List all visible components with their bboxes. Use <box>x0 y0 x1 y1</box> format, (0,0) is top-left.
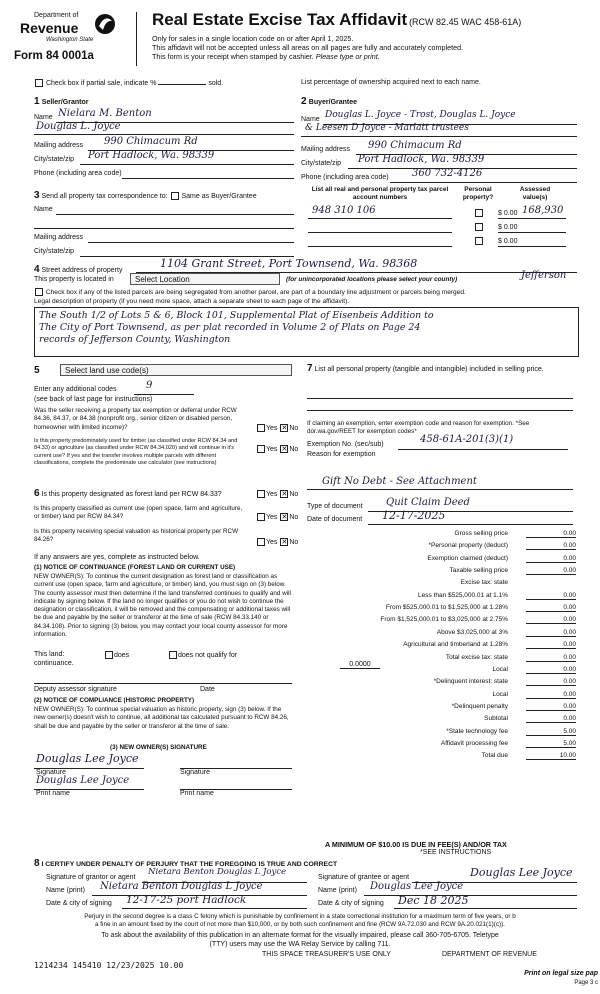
buyer-mail[interactable]: 990 Chimacum Rd <box>368 140 462 151</box>
exempt-no-label: Exemption No. (sec/sub) <box>307 441 384 448</box>
grantor-date-label: Date & city of signing <box>46 900 112 907</box>
assessed-prefix-3: $ 0.00 <box>498 238 518 245</box>
form-title: Real Estate Excise Tax Affidavit <box>152 10 408 29</box>
buyer-name-1[interactable]: Douglas L. Joyce - Trost, Douglas L. Joyce <box>325 110 516 120</box>
q2-no-label: No <box>289 445 299 453</box>
seller-city[interactable]: Port Hadlock, Wa. 98339 <box>88 150 215 161</box>
grantee-date-label: Date & city of signing <box>318 900 384 907</box>
page-number: Page 3 c <box>574 980 598 986</box>
calc-value[interactable]: 0.00 <box>526 555 576 563</box>
q4-yesno <box>256 513 298 521</box>
calc-value[interactable]: 5.00 <box>526 740 576 748</box>
q3-no-label: No <box>289 490 299 498</box>
q4-yes-label: Yes <box>266 513 278 521</box>
calc-value[interactable]: 0.00 <box>526 592 576 600</box>
calc-label: Taxable selling price <box>449 567 508 575</box>
same-as-buyer-checkbox[interactable] <box>171 192 179 200</box>
timber-question: Is this property predominately used for timber (as classified under RCW 84.34 and 84.33) or agriculture (as classified under RCW 84.34.020) and will continue in it's current use? If yes and the transfer involves multiple parcels with different classifications, complete the predominate use calculator (see instructions) <box>34 438 238 466</box>
buyer-title: Buyer/Grantee <box>308 99 358 106</box>
seller-title: Seller/Grantor <box>41 99 89 106</box>
county-handwritten[interactable]: Jefferson <box>521 270 567 281</box>
q3-yes-label: Yes <box>266 490 278 498</box>
grantee-date[interactable]: Dec 18 2025 <box>398 894 469 907</box>
calc-label: From $525,000.01 to $1,525,000 at 1.28% <box>385 604 508 612</box>
continuance-label: continuance. <box>34 660 74 667</box>
this-land-label: This land: <box>34 651 65 658</box>
partial-pct-field[interactable] <box>158 84 206 85</box>
calc-label: Gross selling price <box>454 530 508 537</box>
legal-label: Legal description of property (if you need more space, attach a separate sheet to each page of the affidavit). <box>34 298 350 305</box>
q1-yesno <box>256 424 298 432</box>
header-divider <box>136 12 137 66</box>
revenue-swirl-icon <box>94 12 116 36</box>
calc-label: *Delinquent interest: state <box>433 678 508 686</box>
grantee-signature[interactable]: Douglas Lee Joyce <box>470 866 573 879</box>
see-back-note: (see back of last page for instructions) <box>34 396 153 403</box>
section6-num: 6 <box>34 488 40 499</box>
calc-value[interactable]: 0.00 <box>526 678 576 686</box>
seller-heading <box>34 96 88 107</box>
perjury-text-1: Perjury in the second degree is a class C felony which is punishable by confinement in a state correctional institution for a maximum term of five years, or b <box>84 913 516 920</box>
grantor-date-line <box>122 908 307 909</box>
s3-name-line <box>56 214 294 215</box>
q2-yesno <box>256 445 298 453</box>
notice1-body: NEW OWNER(S): To continue the current designation as forest land or classification as current use (open space, farm and agriculture, or timber) land, you must sign on (3) below. The county assessor must then determine if the land transferred continues to qualify and will indicate by signing below. If the land no longer qualifies or you do not wish to continue the designation or classification, it will be removed and the compensating or additional taxes will be due and payable by the seller or transferor at the time of sale (RCW 84.33.140 or 84.34.108). Prior to signing (3) below, you may contact your local county assessor for more information. <box>34 573 291 639</box>
buyer-heading <box>301 96 357 107</box>
new-owner-print[interactable]: Douglas Lee Joyce <box>36 775 130 786</box>
does-not-label: does not qualify for <box>178 651 238 659</box>
grantee-sig-label: Signature of grantee or agent <box>318 874 410 881</box>
additional-codes-label: Enter any additional codes <box>34 386 117 393</box>
calc-value[interactable]: 0.00 <box>526 666 576 674</box>
reason-line <box>307 489 573 490</box>
grantee-name[interactable]: Douglas Lee Joyce <box>370 881 464 892</box>
section8-num: 8 <box>34 858 40 869</box>
q4-yes-checkbox[interactable] <box>257 513 265 521</box>
q2-no-checkbox[interactable]: ✕ <box>281 446 288 453</box>
q5-no-label: No <box>289 538 299 546</box>
calc-value[interactable]: 0.00 <box>526 654 576 662</box>
q4-no-checkbox[interactable]: ✕ <box>281 514 288 521</box>
calc-value[interactable]: 0.00 <box>526 567 576 575</box>
perjury-line-1 <box>0 913 600 920</box>
buyer-phone[interactable]: 360 732-4126 <box>412 168 483 179</box>
legal-line-2: The City of Port Townsend, as per plat recorded in Volume 2 of Plats on Page 24 <box>39 322 421 333</box>
seller-mail-label: Mailing address <box>34 142 84 149</box>
calc-label: Total due <box>481 752 508 760</box>
header-sub-3: This form is your receipt when stamped by cashier. <box>152 52 314 61</box>
additional-codes-line <box>134 394 194 395</box>
seller-city-label: City/state/zip <box>34 156 75 163</box>
exempt-no[interactable]: 458-61A-201(3)(1) <box>420 434 514 445</box>
calc-value[interactable]: 0.00 <box>526 542 576 550</box>
header-sub-2: This affidavit will not be accepted unless all areas on all pages are fully and accurately completed. <box>152 43 464 52</box>
s3-name-label: Name <box>34 206 53 213</box>
form-title-wrap <box>152 10 521 30</box>
calc-label: Exemption claimed (deduct) <box>427 554 508 562</box>
s3-mail-label: Mailing address <box>34 234 84 241</box>
doc-type-label: Type of document <box>307 503 363 510</box>
q4-no-label: No <box>289 513 299 521</box>
notice3-title: (3) NEW OWNER(S) SIGNATURE <box>110 744 207 751</box>
assessed-line-1 <box>498 218 566 219</box>
additional-codes[interactable]: 9 <box>146 380 153 391</box>
same-as-buyer-label: Same as Buyer/Grantee <box>181 193 257 200</box>
if-yes-note: If any answers are yes, complete as instructed below. <box>34 554 200 561</box>
historic-question: Is this property receiving special valuation as historical property per RCW 84.26? <box>34 528 239 544</box>
s3-name2-line <box>34 228 294 229</box>
calc-value[interactable]: 0.00 <box>526 715 576 723</box>
buyer-phone-label: Phone (including area code) <box>301 174 389 181</box>
calc-value[interactable]: 0.00 <box>526 629 576 637</box>
partial-sale-checkbox[interactable] <box>35 79 43 87</box>
grantor-name[interactable]: Nietara Benton Douglas L Joyce <box>100 881 263 892</box>
logo-revenue: Revenue <box>20 20 79 36</box>
q3-yes-checkbox[interactable] <box>257 490 265 498</box>
calc-label: Local <box>492 690 508 698</box>
calc-label: From $1,525,000.01 to $3,025,000 at 2.75% <box>380 616 508 624</box>
notice2-title: (2) NOTICE OF COMPLIANCE (HISTORIC PROPERTY) <box>34 697 195 704</box>
legal-line-3: records of Jefferson County, Washington <box>39 334 231 345</box>
doc-date[interactable]: 12-17-2025 <box>382 509 446 522</box>
parcel-col-header: List all real and personal property tax parcel account numbers <box>311 186 449 201</box>
q3-no-checkbox[interactable]: ✕ <box>281 491 288 498</box>
grantor-sig-label: Signature of grantor or agent <box>46 874 136 881</box>
seller-name-2[interactable]: Douglas L. Joyce <box>36 121 121 132</box>
grantor-signature[interactable]: Nietara Benton Douglas L Joyce <box>148 867 287 877</box>
segregate-row <box>34 288 466 296</box>
partial-sale-label: Check box if partial sale, indicate % <box>45 79 157 87</box>
cashier-stamp: 1214234 145410 12/23/2025 10.00 <box>34 961 184 970</box>
personal-checkbox-3[interactable] <box>475 237 483 245</box>
buyer-city-label: City/state/zip <box>301 160 342 167</box>
section7-num: 7 <box>307 363 313 374</box>
assessed-prefix-1: $ 0.00 <box>498 210 518 217</box>
parcel-row-3-line <box>308 246 452 247</box>
new-owner-signature[interactable]: Douglas Lee Joyce <box>36 752 139 765</box>
alt-format-2: (TTY) users may use the WA Relay Service by calling 711. <box>209 941 391 948</box>
doc-date-line <box>368 524 573 525</box>
section3-num: 3 <box>34 190 40 201</box>
assessed-prefix-2: $ 0.00 <box>498 224 518 231</box>
calc-value[interactable]: 0.00 <box>526 530 576 538</box>
buyer-phone-line <box>390 182 577 183</box>
calc-label: *Delinquent penalty <box>451 702 508 710</box>
seller-name-label: Name <box>34 114 53 121</box>
q3-yesno <box>256 490 298 498</box>
buyer-name-2[interactable]: & Leesen D Joyce - Marlatt trustees <box>305 123 469 133</box>
calc-value[interactable]: 0.00 <box>526 604 576 612</box>
does-row <box>104 651 129 659</box>
personal-property-label <box>307 364 573 375</box>
alt-format-1: To ask about the availability of this publication in an alternate format for the visually impaired, please call 360-705-6705. Teletype <box>101 932 499 939</box>
dor-logo <box>14 12 126 48</box>
grantee-date-line <box>394 908 577 909</box>
perjury-line-2: a fine in an amount fixed by the court of not more than $10,000, or by both such confinement and fine (RCW 9A.72.030 and RCW 9A.20.021(1)(c)). <box>95 921 505 928</box>
segregate-label: Check box if any of the listed parcels are being segregated from another parcel, are part of a boundary line adjustment or parcels being merged. <box>45 288 466 296</box>
grantor-date[interactable]: 12-17-25 port Hadlock <box>126 894 247 906</box>
ownership-note: List percentage of ownership acquired next to each name. <box>301 79 481 86</box>
calc-label: Agricultural and timberland at 1.28% <box>403 641 508 649</box>
land-use-select[interactable]: Select land use code(s) <box>60 364 292 376</box>
q1-no-checkbox[interactable]: ✕ <box>281 425 288 432</box>
buyer-city[interactable]: Port Hadlock, Wa. 98339 <box>358 154 485 165</box>
q2-yes-checkbox[interactable] <box>257 445 265 453</box>
street-address[interactable]: 1104 Grant Street, Port Townsend, Wa. 98368 <box>160 257 418 270</box>
calc-value[interactable]: 0.00 <box>526 641 576 649</box>
deputy-label: Deputy assessor signature <box>34 686 117 693</box>
forest-question-text: Is this property designated as forest land per RCW 84.33? <box>41 491 222 498</box>
segregate-checkbox[interactable] <box>35 288 43 296</box>
seller-name2-line <box>34 134 294 135</box>
correspondence-row <box>34 190 257 201</box>
parcel-row-1-line <box>308 218 452 219</box>
exempt-see: *See dor.wa.gov/REET for exemption codes* <box>307 420 530 436</box>
certify-text: I CERTIFY UNDER PENALTY OF PERJURY THAT THE FOREGOING IS TRUE AND CORRECT <box>41 861 338 868</box>
q1-no-label: No <box>289 424 299 432</box>
location-select[interactable]: Select Location <box>130 273 280 285</box>
personal-checkbox-1[interactable] <box>475 209 483 217</box>
logo-dept: Department of <box>34 12 79 19</box>
treasurer-use: THIS SPACE TREASURER'S USE ONLY <box>262 951 391 958</box>
seller-city-line <box>80 164 294 165</box>
calc-label: Affidavit processing fee <box>440 739 508 747</box>
form-number: Form 84 0001a <box>14 50 94 62</box>
notice1-title: (1) NOTICE OF CONTINUANCE (FOREST LAND OR CURRENT USE) <box>34 564 236 571</box>
street-label-wrap <box>34 264 122 275</box>
calc-value[interactable]: 0.00 <box>526 691 576 699</box>
calc-label: Less than $525,000.01 at 1.1% <box>418 591 508 599</box>
print-name-label: Print name <box>36 790 70 797</box>
q1-yes-label: Yes <box>266 424 278 432</box>
exemption-question: Was the seller receiving a property tax exemption or deferral under RCW 84.36, 84.37, or 84.38 (nonprofit org., senior citizen or disabled person, homeowner with limited income)? <box>34 407 237 431</box>
header-sub-3-wrap <box>152 52 380 61</box>
buyer-name2-line <box>301 136 577 137</box>
pp-line-2 <box>307 410 573 411</box>
street-label: Street address of property <box>41 267 123 274</box>
notice2-body: NEW OWNER(S): To continue special valuation as historic property, sign (3) below. If the new owner(s) doesn't wish to continue, all additional tax calculated pursuant to RCW 84.26, shall be due and payable by the seller or transferor at the time of sale. <box>34 706 289 730</box>
header-sub-1: Only for sales in a single location code on or after April 1, 2025. <box>152 34 354 43</box>
correspondence-label: Send all property tax correspondence to: <box>41 193 168 200</box>
q5-yes-label: Yes <box>266 538 278 546</box>
form-title-ref: (RCW 82.45 WAC 458-61A) <box>409 17 522 27</box>
q5-yes-checkbox[interactable] <box>257 538 265 546</box>
calc-label: *State technology fee <box>446 727 508 735</box>
signature-label: Signature <box>36 769 66 776</box>
parcel-row-2-line <box>308 232 452 233</box>
buyer-mail-label: Mailing address <box>301 146 351 153</box>
personal-col-header: Personal property? <box>462 186 494 201</box>
calc-label: *Personal property (deduct) <box>428 542 508 550</box>
q5-no-checkbox[interactable]: ✕ <box>281 539 288 546</box>
calc-value[interactable]: 5.00 <box>526 728 576 736</box>
buyer-num: 2 <box>301 96 307 107</box>
section4-num: 4 <box>34 264 40 275</box>
seller-mail[interactable]: 990 Chimacum Rd <box>104 136 198 147</box>
print-name-label-2: Print name <box>180 790 214 797</box>
calc-value[interactable]: 0.00 <box>526 616 576 624</box>
q2-yes-label: Yes <box>266 445 278 453</box>
parcel-number-1[interactable]: 948 310 106 <box>312 205 376 216</box>
does-label: does <box>114 651 130 659</box>
assessed-col-header: Assessed value(s) <box>519 186 551 201</box>
section5-num: 5 <box>34 365 40 376</box>
reason-label: Reason for exemption <box>307 451 376 458</box>
uninc-note: (for unincorporated locations please select your county) <box>286 276 458 283</box>
located-label: This property is located in <box>34 276 114 283</box>
assessed-value-1[interactable]: 168,930 <box>522 205 564 216</box>
pp-line-1 <box>307 398 573 399</box>
buyer-name-label: Name <box>301 116 320 123</box>
grantee-name-label: Name (print) <box>318 887 357 894</box>
print-legal-note: Print on legal size pap <box>524 970 598 977</box>
doc-date-label: Date of document <box>307 516 363 523</box>
does-not-checkbox[interactable] <box>169 651 177 659</box>
signature-label-2: Signature <box>180 769 210 776</box>
assessed-line-3 <box>498 246 566 247</box>
seller-phone-label: Phone (including area code) <box>34 170 122 177</box>
calc-value[interactable]: 10.00 <box>526 752 576 760</box>
legal-description-box[interactable] <box>34 307 579 357</box>
legal-line-1: The South 1/2 of Lots 5 & 6, Block 101, Supplemental Plat of Eisenbeis Addition to <box>39 310 434 321</box>
deputy-date-label: Date <box>200 686 215 693</box>
minimum-due: A MINIMUM OF $10.00 IS DUE IN FEE(S) AND/OR TAX <box>325 840 507 849</box>
partial-sold-label: sold. <box>208 79 224 87</box>
does-checkbox[interactable] <box>105 651 113 659</box>
q5-yesno <box>256 538 298 546</box>
seller-phone-line <box>122 178 294 179</box>
seller-name-1[interactable]: Nielara M. Benton <box>58 108 152 119</box>
calc-value[interactable]: 0.00 <box>526 703 576 711</box>
does-not-row <box>168 651 237 659</box>
see-instructions: *SEE INSTRUCTIONS <box>420 849 492 856</box>
calc-label: Excise tax: state <box>460 579 508 587</box>
s3-mail-line <box>88 242 294 243</box>
logo-state: Washington State <box>46 37 94 43</box>
department-label: DEPARTMENT OF REVENUE <box>442 951 537 958</box>
exempt-no-line <box>398 449 568 450</box>
header-sub-3b: Please type or print. <box>315 52 380 61</box>
grantee-name-line <box>364 895 577 896</box>
grantor-name-label: Name (print) <box>46 887 85 894</box>
deputy-line <box>34 683 292 684</box>
personal-checkbox-2[interactable] <box>475 223 483 231</box>
partial-sale-row <box>34 79 223 87</box>
q1-yes-checkbox[interactable] <box>257 424 265 432</box>
current-use-question: Is this property classified as current use (open space, farm and agriculture, or timber) land per RCW 84.34? <box>34 505 243 521</box>
local-rate[interactable]: 0.0000 <box>340 661 380 669</box>
forest-question <box>34 488 222 499</box>
calc-label: Total excise tax: state <box>445 653 508 661</box>
assessed-line-2 <box>498 232 566 233</box>
doc-type[interactable]: Quit Claim Deed <box>386 497 470 508</box>
calc-label: Subtotal <box>484 715 508 723</box>
s3-city-label: City/state/zip <box>34 248 75 255</box>
seller-num: 1 <box>34 96 40 107</box>
calc-label: Local <box>492 665 508 673</box>
calc-label: Above $3,025,000 at 3% <box>436 628 508 636</box>
reason[interactable]: Gift No Debt - See Attachment <box>322 476 477 487</box>
personal-property-text: List all personal property (tangible and intangible) included in selling price. <box>314 366 544 373</box>
exempt-intro-text: If claiming an exemption, enter exemption code and reason for exemption. <box>307 420 514 427</box>
